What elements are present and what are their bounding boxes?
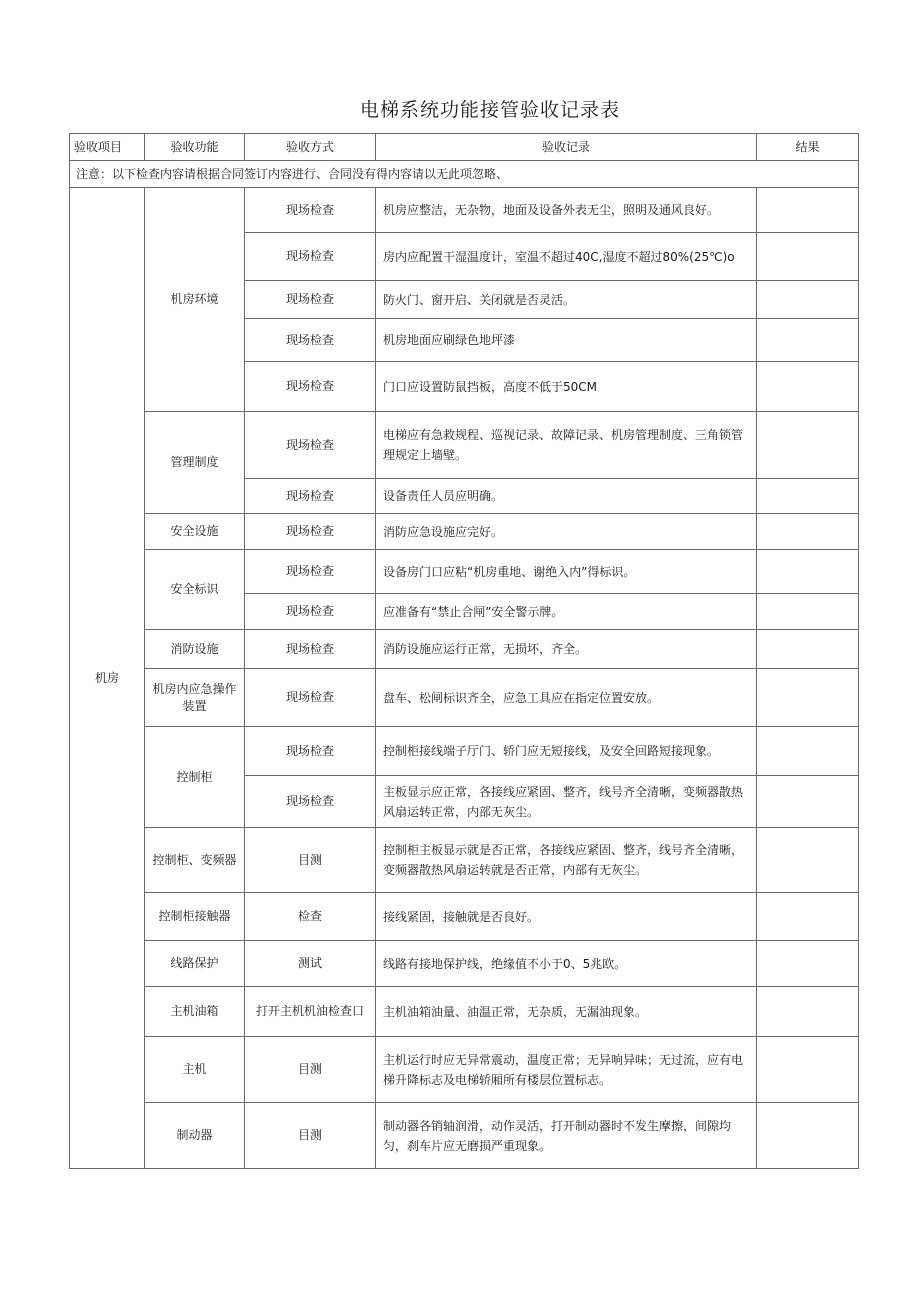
- result-cell[interactable]: [757, 479, 859, 514]
- page-title: 电梯系统功能接管验收记录表: [359, 99, 620, 121]
- record-cell: 设备房门口应粘“机房重地、谢绝入内”得标识。: [376, 550, 757, 594]
- record-cell: 控制柜主板显示就是否正常，各接线应紧固、整齐，线号齐全清晰，变频器散热风扇运转就是否正常，内部有无灰尘。: [376, 828, 757, 893]
- function-cell: 制动器: [145, 1103, 245, 1169]
- record-cell: 电梯应有急救规程、巡视记录、故障记录、机房管理制度、三角锁管理规定上墙壁。: [376, 412, 757, 479]
- method-cell: 现场检查: [245, 188, 376, 233]
- method-cell: 现场检查: [245, 669, 376, 727]
- function-cell: 安全标识: [145, 550, 245, 630]
- function-cell: 控制柜接触器: [145, 893, 245, 941]
- function-cell: 主机油箱: [145, 987, 245, 1037]
- method-cell: 现场检查: [245, 281, 376, 319]
- result-cell[interactable]: [757, 987, 859, 1037]
- function-cell: 安全设施: [145, 514, 245, 550]
- method-cell: 现场检查: [245, 233, 376, 281]
- function-cell: 机房环境: [145, 188, 245, 412]
- function-cell: 控制柜、变频器: [145, 828, 245, 893]
- record-cell: 控制柜接线端子厅门、轿门应无短接线，及安全回路短接现象。: [376, 727, 757, 776]
- header-function: 验收功能: [145, 134, 245, 161]
- table-row: [70, 893, 859, 941]
- record-cell: 应准备有“禁止合闸”安全警示牌。: [376, 594, 757, 630]
- header-result: 结果: [757, 134, 859, 161]
- method-cell: 现场检查: [245, 412, 376, 479]
- table-header-row: [70, 134, 859, 161]
- record-cell: 主机运行时应无异常震动，温度正常；无异响异味；无过流，应有电梯升降标志及电梯轿厢所有楼层位置标志。: [376, 1037, 757, 1103]
- method-cell: 现场检查: [245, 479, 376, 514]
- table-row: [70, 188, 859, 233]
- result-cell[interactable]: [757, 594, 859, 630]
- function-cell: 机房内应急操作装置: [145, 669, 245, 727]
- result-cell[interactable]: [757, 412, 859, 479]
- result-cell[interactable]: [757, 550, 859, 594]
- result-cell[interactable]: [757, 727, 859, 776]
- record-cell: 制动器各销轴润滑，动作灵活，打开制动器时不发生摩擦，间隙均匀，刹车片应无磨损严重现象。: [376, 1103, 757, 1169]
- acceptance-table: [69, 133, 859, 1169]
- method-cell: 目测: [245, 1103, 376, 1169]
- result-cell[interactable]: [757, 281, 859, 319]
- result-cell[interactable]: [757, 319, 859, 362]
- method-cell: 检查: [245, 893, 376, 941]
- method-cell: 现场检查: [245, 594, 376, 630]
- method-cell: 现场检查: [245, 362, 376, 412]
- function-cell: 线路保护: [145, 941, 245, 987]
- table-row: [70, 1103, 859, 1169]
- record-cell: 防火门、窗开启、关闭就是否灵活。: [376, 281, 757, 319]
- header-record: 验收记录: [376, 134, 757, 161]
- method-cell: 现场检查: [245, 630, 376, 669]
- method-cell: 现场检查: [245, 514, 376, 550]
- notice-text: 注意：以下检查内容请根据合同签订内容进行、合同没有得内容请以无此项忽略、: [70, 161, 859, 188]
- result-cell[interactable]: [757, 828, 859, 893]
- record-cell: 接线紧固，接触就是否良好。: [376, 893, 757, 941]
- function-cell: 管理制度: [145, 412, 245, 514]
- result-cell[interactable]: [757, 1037, 859, 1103]
- result-cell[interactable]: [757, 776, 859, 828]
- table-row: [70, 987, 859, 1037]
- result-cell[interactable]: [757, 669, 859, 727]
- method-cell: 现场检查: [245, 319, 376, 362]
- header-item: 验收项目: [70, 134, 145, 161]
- record-cell: 设备责任人员应明确。: [376, 479, 757, 514]
- record-cell: 主机油箱油量、油温正常，无杂质，无漏油现象。: [376, 987, 757, 1037]
- table-row: [70, 412, 859, 479]
- record-cell: 房内应配置干湿温度计，室温不超过40C,湿度不超过80%(25℃)o: [376, 233, 757, 281]
- record-cell: 主板显示应正常，各接线应紧固、整齐，线号齐全清晰，变频器散热风扇运转正常，内部无灰尘。: [376, 776, 757, 828]
- method-cell: 测试: [245, 941, 376, 987]
- result-cell[interactable]: [757, 893, 859, 941]
- result-cell[interactable]: [757, 188, 859, 233]
- table-row: [70, 669, 859, 727]
- method-cell: 打开主机机油检查口: [245, 987, 376, 1037]
- record-cell: 门口应设置防鼠挡板，高度不低于50CM: [376, 362, 757, 412]
- method-cell: 目测: [245, 828, 376, 893]
- table-row: [70, 941, 859, 987]
- table-row: [70, 828, 859, 893]
- header-method: 验收方式: [245, 134, 376, 161]
- method-cell: 目测: [245, 1037, 376, 1103]
- record-cell: 盘车、松闸标识齐全，应急工具应在指定位置安放。: [376, 669, 757, 727]
- table-row: [70, 1037, 859, 1103]
- method-cell: 现场检查: [245, 550, 376, 594]
- table-row: [70, 727, 859, 776]
- record-cell: 机房应整洁，无杂物，地面及设备外表无尘，照明及通风良好。: [376, 188, 757, 233]
- table-row: [70, 514, 859, 550]
- result-cell[interactable]: [757, 233, 859, 281]
- record-cell: 线路有接地保护线，绝缘值不小于0、5兆欧。: [376, 941, 757, 987]
- result-cell[interactable]: [757, 514, 859, 550]
- notice-row: [70, 161, 859, 188]
- method-cell: 现场检查: [245, 727, 376, 776]
- acceptance-table-frame: [69, 133, 858, 1169]
- function-cell: 主机: [145, 1037, 245, 1103]
- result-cell[interactable]: [757, 630, 859, 669]
- result-cell[interactable]: [757, 1103, 859, 1169]
- function-cell: 控制柜: [145, 727, 245, 828]
- record-cell: 消防设施应运行正常，无损坏，齐全。: [376, 630, 757, 669]
- section-cell: 机房: [70, 188, 145, 1169]
- table-row: [70, 630, 859, 669]
- result-cell[interactable]: [757, 362, 859, 412]
- table-row: [70, 550, 859, 594]
- result-cell[interactable]: [757, 941, 859, 987]
- record-cell: 消防应急设施应完好。: [376, 514, 757, 550]
- function-cell: 消防设施: [145, 630, 245, 669]
- method-cell: 现场检查: [245, 776, 376, 828]
- record-cell: 机房地面应刷绿色地坪漆: [376, 319, 757, 362]
